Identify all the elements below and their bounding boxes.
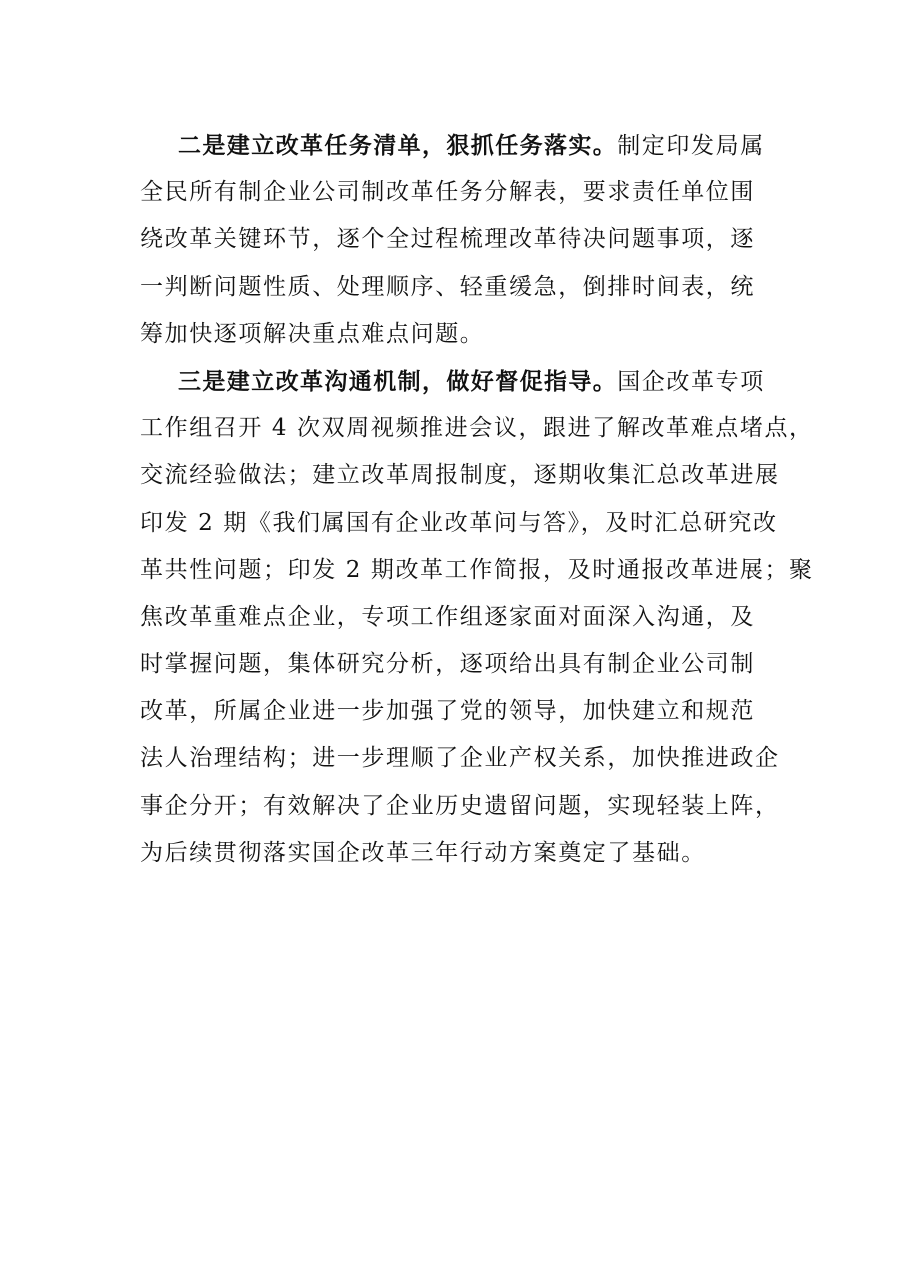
- paragraph-line: 筹加快逐项解决重点难点问题。: [140, 320, 485, 347]
- paragraph-line: 法人治理结构；进一步理顺了企业产权关系，加快推进政企: [140, 745, 780, 772]
- paragraph-line: 事企分开；有效解决了企业历史遗留问题，实现轻装上阵，: [140, 792, 780, 819]
- document-body: [140, 122, 814, 877]
- paragraph-line: 交流经验做法；建立改革周报制度，逐期收集汇总改革进展: [140, 462, 780, 489]
- paragraph-line: [140, 122, 776, 169]
- paragraph-line: 革共性问题；印发 2 期改革工作简报，及时通报改革进展；聚: [140, 556, 814, 583]
- paragraph-task-list: [140, 122, 776, 358]
- paragraph-lead-heading: 二是建立改革任务清单，狠抓任务落实。: [178, 132, 618, 159]
- paragraph-line: 印发 2 期《我们属国有企业改革问与答》，及时汇总研究改: [140, 509, 778, 536]
- paragraph-line: 一判断问题性质、处理顺序、轻重缓急，倒排时间表，统: [140, 273, 755, 300]
- paragraph-text: 国企改革专项: [617, 368, 765, 395]
- paragraph-text: 制定印发局属: [617, 133, 765, 159]
- paragraph-line: 时掌握问题，集体研究分析，逐项给出具有制企业公司制: [140, 651, 755, 678]
- paragraph-lead-heading: 三是建立改革沟通机制，做好督促指导。: [178, 367, 618, 395]
- paragraph-line: 绕改革关键环节，逐个全过程梳理改革待决问题事项，逐: [140, 226, 755, 253]
- paragraph-line: 全民所有制企业公司制改革任务分解表，要求责任单位围: [140, 179, 755, 206]
- paragraph-line: 为后续贯彻落实国企改革三年行动方案奠定了基础。: [140, 839, 706, 866]
- paragraph-line: 改革，所属企业进一步加强了党的领导，加快建立和规范: [140, 698, 755, 725]
- paragraph-line: 焦改革重难点企业，专项工作组逐家面对面深入沟通，及: [140, 603, 755, 630]
- paragraph-line: [140, 358, 776, 405]
- paragraph-communication: [140, 358, 814, 877]
- paragraph-line: 工作组召开 4 次双周视频推进会议，跟进了解改革难点堵点，: [140, 415, 814, 442]
